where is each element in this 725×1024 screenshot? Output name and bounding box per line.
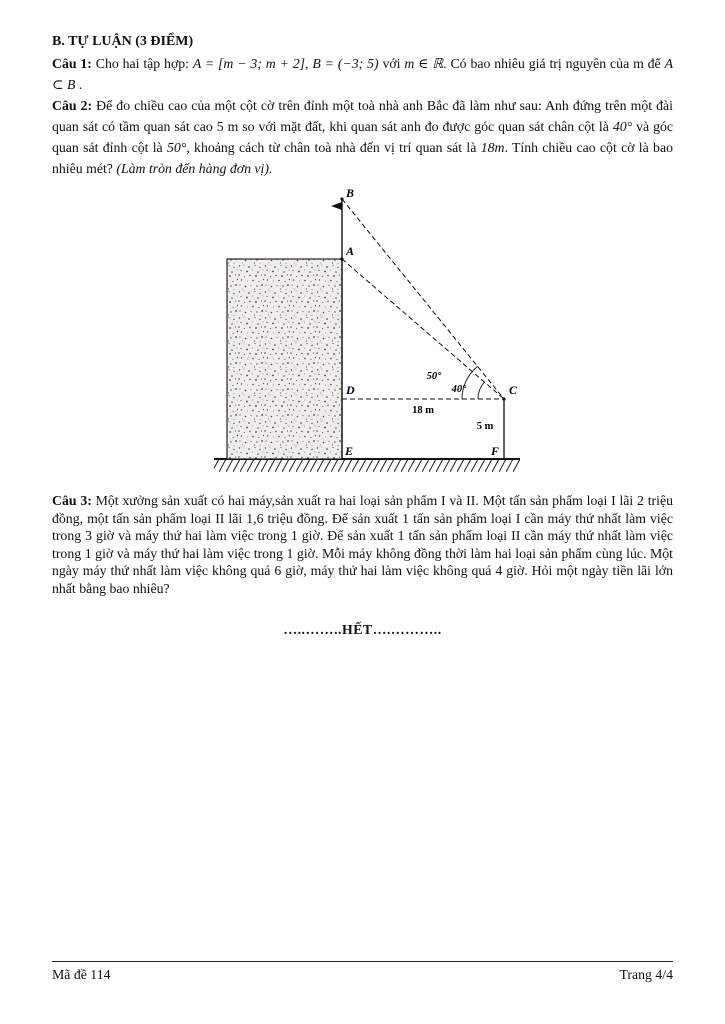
- angle-arc-40: [478, 382, 484, 399]
- q2-angle-50: 50°: [166, 140, 187, 155]
- angle-label-50: 50°: [426, 371, 442, 382]
- distance-5m: 5 m: [476, 421, 494, 432]
- end-marker: …..……..HẾT….………..: [283, 621, 442, 637]
- sightline-B-C: [342, 199, 504, 399]
- q1-math-sets: A = [m − 3; m + 2], B = (−3; 5): [192, 56, 379, 71]
- q2-text-4: . Tính chiều cao cột cờ là bao nhiêu mét?: [52, 140, 673, 176]
- q2-angle-40: 40°: [612, 119, 633, 134]
- point-B: [340, 197, 343, 200]
- question-2: [52, 95, 673, 179]
- footer-exam-code: Mã đề 114: [52, 967, 111, 982]
- flag-icon: [331, 202, 342, 210]
- geometry-figure: [212, 186, 524, 478]
- question-3-label: Câu 3:: [52, 493, 92, 508]
- page-footer: [52, 961, 673, 983]
- label-D: D: [346, 383, 355, 397]
- distance-18m: 18 m: [412, 405, 434, 416]
- question-1: [52, 53, 673, 95]
- section-title: B. TỰ LUẬN (3 ĐIỂM): [52, 34, 194, 49]
- document-content: [52, 34, 673, 638]
- label-B: B: [346, 186, 355, 200]
- label-C: C: [509, 383, 518, 397]
- figure-container: [212, 186, 524, 478]
- q1-text-with: với: [378, 56, 405, 71]
- q1-text-intro: Cho hai tập hợp:: [91, 56, 193, 71]
- q2-text-1: Để đo chiều cao của một cột cờ trên đỉnh một toà nhà anh Bắc đã làm như sau: Anh đứng trên một đài quan sát có tầm quan sát cao 5 m so với mặt đất, khi quan sát anh đo được góc quan sát chân cột là: [52, 98, 674, 134]
- label-F: F: [491, 444, 500, 458]
- question-3: [52, 492, 673, 598]
- ground-hatching: [214, 459, 520, 472]
- angle-label-40: 40°: [451, 384, 467, 395]
- label-E: E: [345, 444, 354, 458]
- q2-rounding-note: (Làm tròn đến hàng đơn vị).: [116, 161, 273, 176]
- q3-text: Một xưởng sản xuất có hai máy,sản xuất ra hai loại sản phẩm I và II. Một tấn sản phẩm loại I lãi 2 triệu đồng, một tấn sản phẩm loại II lãi 1,6 triệu đồng. Để sản xuất 1 tấn sản phẩm loại I cần máy thứ nhất làm việc trong 3 giờ và máy thứ hai làm việc trong 1 giờ. Để sản xuất 1 tấn sản phẩm loại II cần máy thứ nhất làm việc trong 1 giờ và máy thứ hai làm việc trong 1 giờ. Mỗi máy không đồng thời làm hai loại sản phẩm cùng lúc. Một ngày máy thứ nhất làm việc không quá 6 giờ, máy thứ hai làm việc không quá 4 giờ. Hỏi một ngày tiền lãi lớn nhất bằng bao nhiêu?: [52, 493, 673, 596]
- question-1-label: Câu 1:: [52, 56, 92, 71]
- q1-text-question: . Có bao nhiêu giá trị nguyên của m để: [443, 56, 665, 71]
- sightline-A-C: [342, 259, 504, 399]
- q2-text-2: và góc quan sát đỉnh cột là: [52, 119, 673, 155]
- q2-text-3: , khoảng cách từ chân toà nhà đến vị trí quan sát là: [186, 140, 481, 155]
- footer-page-number: Trang 4/4: [619, 967, 673, 982]
- q2-distance-18m: 18m: [480, 140, 505, 155]
- question-2-label: Câu 2:: [52, 98, 93, 113]
- point-A: [340, 257, 343, 260]
- point-C: [502, 397, 505, 400]
- building: [227, 259, 342, 459]
- q1-math-subset: A ⊂ B: [52, 56, 673, 92]
- label-A: A: [346, 244, 355, 258]
- q1-math-m-in-r: m ∈ ℝ: [404, 56, 444, 71]
- q1-text-end: .: [75, 77, 83, 92]
